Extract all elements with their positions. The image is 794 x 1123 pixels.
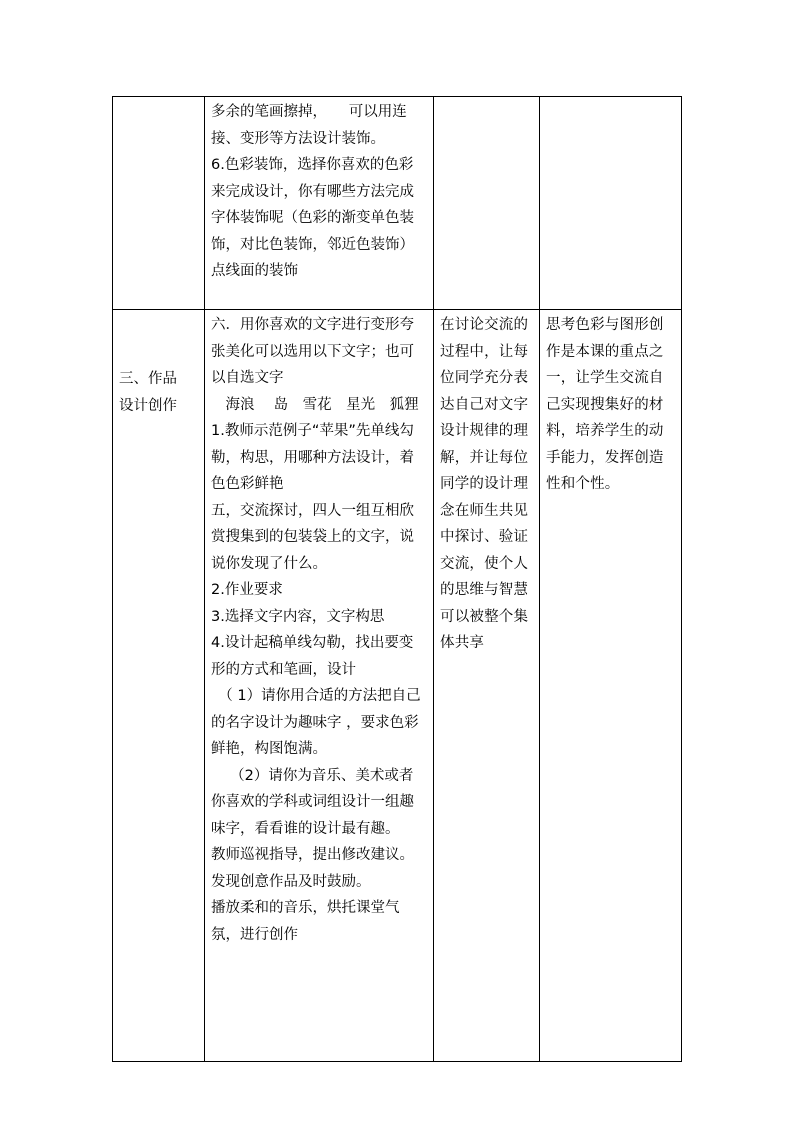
- content-line: 1.教师示范例子“苹果”先单线勾勒，构思，用哪种方法设计，着色色彩鲜艳: [211, 423, 414, 492]
- content-line: 2.作业要求: [211, 582, 283, 598]
- content-line: 6.色彩装饰，选择你喜欢的色彩来完成设计，你有哪些方法完成字体装饰呢（色彩的渐变单色装饰，对比色装饰，邻近色装饰）: [211, 157, 414, 253]
- content-line: （2）请你为音乐、美术或者你喜欢的学科或词组设计一组趣味字，看看谁的设计最有趣。: [211, 767, 414, 837]
- content-line: （ 1）请你用合适的方法把自己的名字设计为趣味字 ，要求色彩鲜艳，构图饱满。: [211, 688, 421, 757]
- lesson-plan-table: [112, 96, 682, 1062]
- content-line: 六．用你喜欢的文字进行变形夸张美化可以选用以下文字；也可以自选文字: [211, 317, 414, 386]
- content-line: 海浪 岛 雪花 星光 狐狸: [211, 396, 419, 413]
- purpose-cell: [540, 310, 682, 1062]
- content-line: 4.设计起稿单线勾勒，找出要变形的方式和笔画，设计: [211, 635, 414, 678]
- table-row: [113, 97, 682, 310]
- stage-cell: [113, 310, 205, 1062]
- content-line: 播放柔和的音乐，烘托课堂气氛，进行创作: [211, 900, 400, 943]
- purpose-text: 思考色彩与图形创作是本课的重点之一，让学生交流自己实现搜集好的材料，培养学生的动手能力，发挥创造性和个性。: [546, 317, 664, 492]
- stage-label-line: 三、作品: [119, 371, 177, 387]
- activity-cell: [434, 310, 540, 1062]
- content-cell: [205, 97, 434, 310]
- table-row: [113, 310, 682, 1062]
- stage-label-line: 设计创作: [119, 397, 177, 414]
- content-line: 多余的笔画擦掉， 可以用连接、变形等方法设计装饰。: [211, 104, 407, 147]
- content-line: 3.选择文字内容，文字构思: [211, 608, 385, 625]
- stage-cell: [113, 97, 205, 310]
- content-line: 教师巡视指导，提出修改建议。发现创意作品及时鼓励。: [211, 847, 414, 890]
- purpose-cell: [540, 97, 682, 310]
- content-line: 点线面的装饰: [211, 263, 298, 279]
- activity-cell: [434, 97, 540, 310]
- activity-text: 在讨论交流的过程中，让每位同学充分表达自己对文字设计规律的理解，并让每位同学的设计理念在师生共见中探讨、验证交流，使个人的思维与智慧可以被整个集体共享: [440, 317, 529, 651]
- content-cell: [205, 310, 434, 1062]
- content-line: 五，交流探讨，四人一组互相欣赏搜集到的包装袋上的文字，说说你发现了什么。: [211, 502, 414, 572]
